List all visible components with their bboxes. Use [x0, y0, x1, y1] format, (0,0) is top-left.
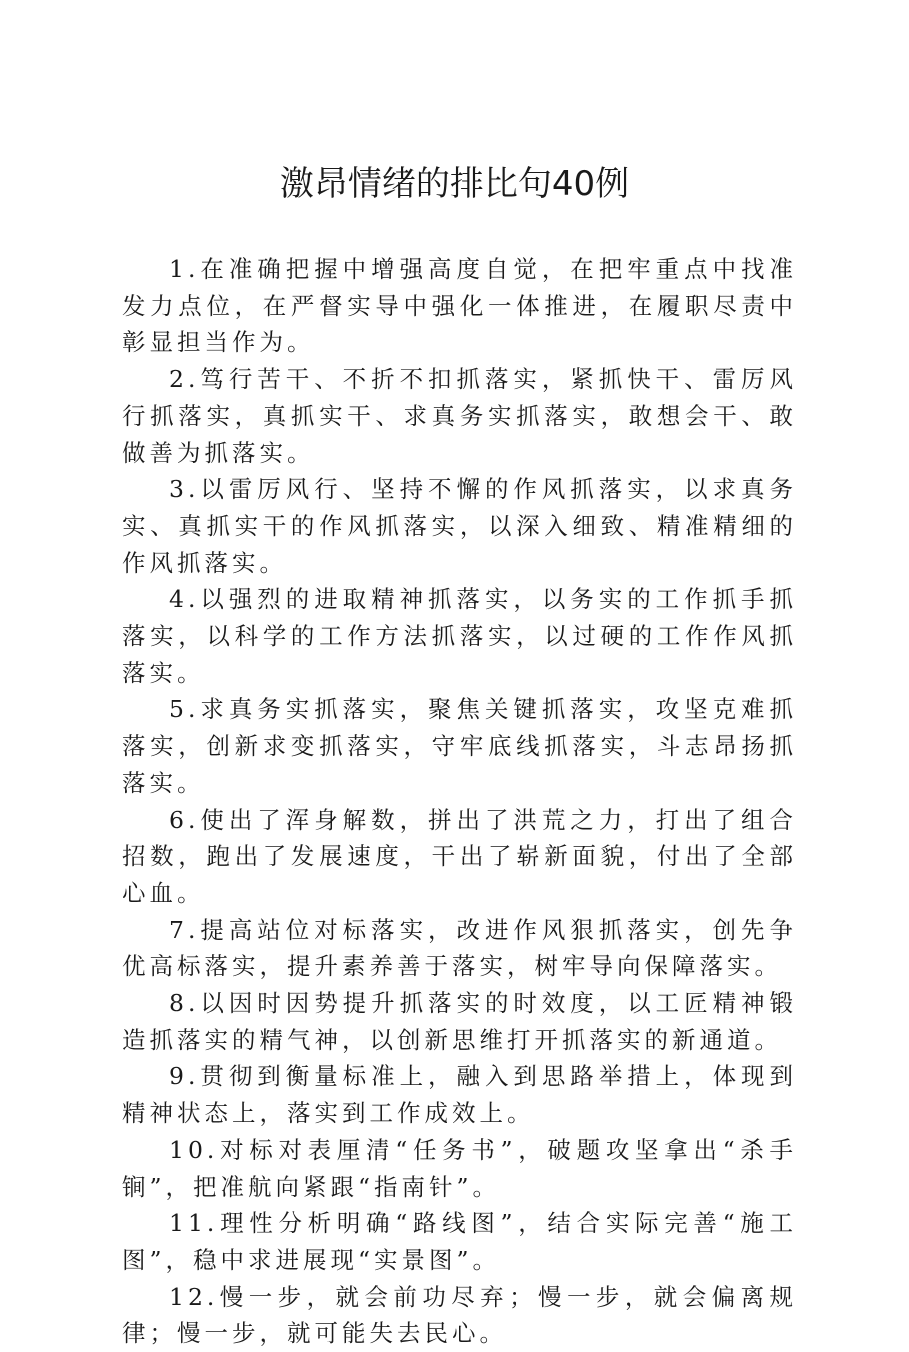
- paragraph-7: 7.提高站位对标落实，改进作风狠抓落实，创先争优高标落实，提升素养善于落实，树牢导向保障落实。: [122, 915, 797, 981]
- paragraph-3: 3.以雷厉风行、坚持不懈的作风抓落实，以求真务实、真抓实干的作风抓落实，以深入细致、精准精细的作风抓落实。: [122, 475, 797, 577]
- paragraph-1: 1.在准确把握中增强高度自觉，在把牢重点中找准发力点位，在严督实导中强化一体推进，在履职尽责中彰显担当作为。: [122, 255, 797, 357]
- paragraph-5: 5.求真务实抓落实，聚焦关键抓落实，攻坚克难抓落实，创新求变抓落实，守牢底线抓落实，斗志昂扬抓落实。: [122, 695, 797, 797]
- document-title: 激昂情绪的排比句40例: [279, 164, 630, 204]
- paragraph-9: 9.贯彻到衡量标准上，融入到思路举措上，体现到精神状态上，落实到工作成效上。: [122, 1062, 797, 1128]
- document-body: [122, 251, 797, 1352]
- paragraph-8: 8.以因时因势提升抓落实的时效度，以工匠精神锻造抓落实的精气神，以创新思维打开抓落实的新通道。: [122, 989, 797, 1054]
- paragraph-2: 2.笃行苦干、不折不扣抓落实，紧抓快干、雷厉风行抓落实，真抓实干、求真务实抓落实，敢想会干、敢做善为抓落实。: [122, 365, 797, 467]
- paragraph-11: 11.理性分析明确“路线图”，结合实际完善“施工图”，稳中求进展现“实景图”。: [122, 1209, 797, 1274]
- paragraph-6: 6.使出了浑身解数，拼出了洪荒之力，打出了组合招数，跑出了发展速度，干出了崭新面貌，付出了全部心血。: [122, 805, 797, 907]
- paragraph-4: 4.以强烈的进取精神抓落实，以务实的工作抓手抓落实，以科学的工作方法抓落实，以过硬的工作作风抓落实。: [122, 585, 797, 687]
- paragraph-12: 12.慢一步，就会前功尽弃；慢一步，就会偏离规律；慢一步，就可能失去民心。: [122, 1282, 797, 1348]
- paragraph-10: 10.对标对表厘清“任务书”，破题攻坚拿出“杀手锏”，把准航向紧跟“指南针”。: [122, 1135, 797, 1201]
